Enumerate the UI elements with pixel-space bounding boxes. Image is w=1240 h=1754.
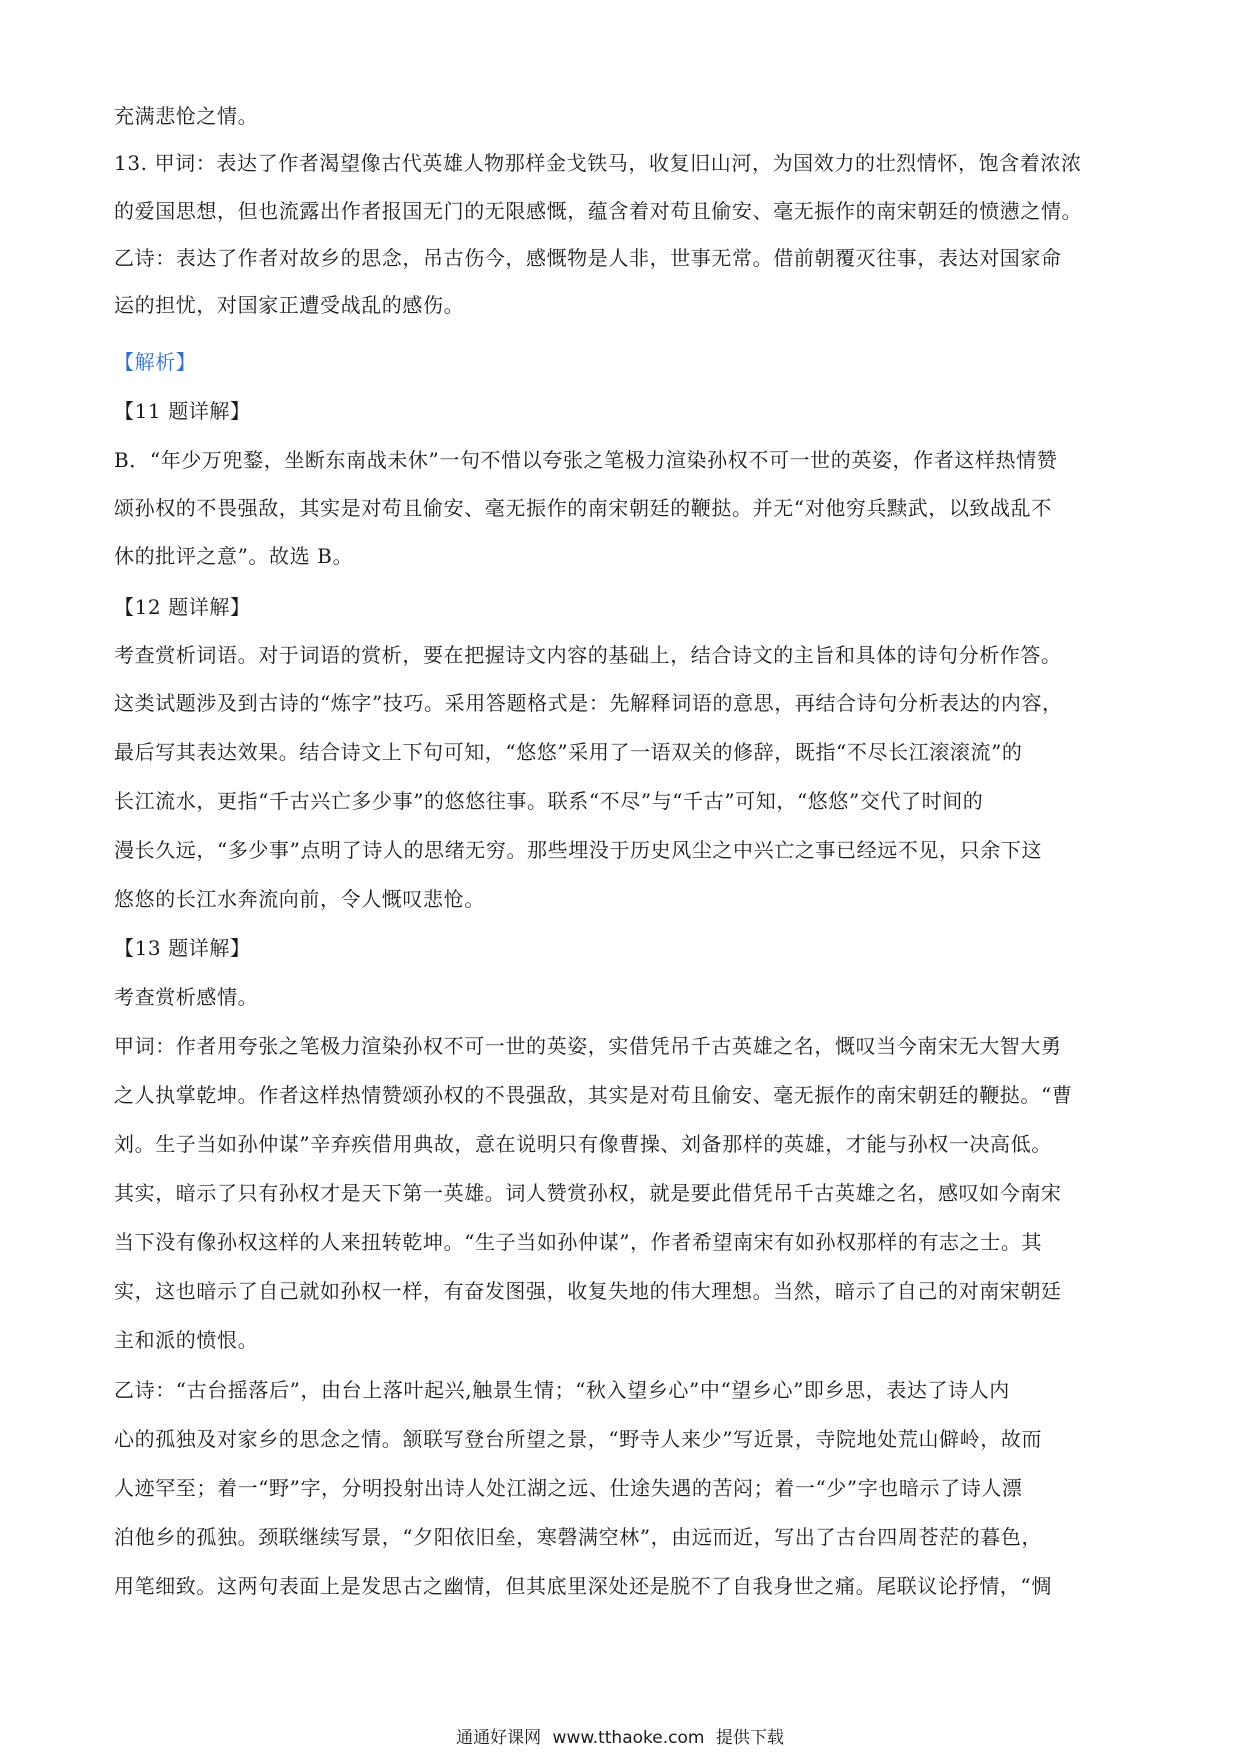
section-heading-q11: 【11 题详解】 — [114, 399, 251, 423]
paragraph-line: 最后写其表达效果。结合诗文上下句可知，“悠悠”采用了一语双关的修辞，既指“不尽长江滚滚流”的 — [114, 740, 1023, 764]
section-heading-q13: 【13 题详解】 — [114, 936, 251, 960]
paragraph-line: B．“年少万兜鍪，坐断东南战未休”一句不惜以夸张之笔极力渲染孙权不可一世的英姿，作者这样热情赞 — [114, 448, 1058, 472]
paragraph-line: 乙诗：“古台摇落后”，由台上落叶起兴,触景生情；“秋入望乡心”中“望乡心”即乡思，表达了诗人内 — [114, 1378, 1010, 1402]
answer-text-line: 乙诗：表达了作者对故乡的思念，吊古伤今，感慨物是人非，世事无常。借前朝覆灭往事，表达对国家命 — [114, 246, 1062, 270]
answer-text-line: 充满悲怆之情。 — [114, 104, 259, 128]
paragraph-line: 甲词：作者用夸张之笔极力渲染孙权不可一世的英姿，实借凭吊千古英雄之名，慨叹当今南宋无大智大勇 — [114, 1034, 1062, 1058]
section-heading-q12: 【12 题详解】 — [114, 595, 251, 619]
paragraph-line: 当下没有像孙权这样的人来扭转乾坤。“生子当如孙仲谋”，作者希望南宋有如孙权那样的有志之士。其 — [114, 1230, 1043, 1254]
paragraph-line: 其实，暗示了只有孙权才是天下第一英雄。词人赞赏孙权，就是要此借凭吊千古英雄之名，感叹如今南宋 — [114, 1181, 1062, 1205]
paragraph-line: 实，这也暗示了自己就如孙权一样，有奋发图强，收复失地的伟大理想。当然，暗示了自己的对南宋朝廷 — [114, 1279, 1062, 1303]
paragraph-line: 之人执掌乾坤。作者这样热情赞颂孙权的不畏强敌，其实是对苟且偷安、毫无振作的南宋朝廷的鞭挞。“曹 — [114, 1083, 1073, 1107]
answer-text-line: 的爱国思想，但也流露出作者报国无门的无限感慨，蕴含着对苟且偷安、毫无振作的南宋朝廷的愤懑之情。 — [114, 199, 1083, 223]
paragraph-line: 这类试题涉及到古诗的“炼字”技巧。采用答题格式是：先解释词语的意思，再结合诗句分析表达的内容， — [114, 691, 1063, 715]
paragraph-line: 考查赏析词语。对于词语的赏析，要在把握诗文内容的基础上，结合诗文的主旨和具体的诗句分析作答。 — [114, 643, 1062, 667]
paragraph-line: 长江流水，更指“千古兴亡多少事”的悠悠往事。联系“不尽”与“千古”可知，“悠悠”交代了时间的 — [114, 789, 984, 813]
answer-text-line: 13. 甲词：表达了作者渴望像古代英雄人物那样金戈铁马，收复旧山河，为国效力的壮烈情怀，饱含着浓浓 — [114, 151, 1082, 175]
paragraph-line: 用笔细致。这两句表面上是发思古之幽情，但其底里深处还是脱不了自我身世之痛。尾联议论抒情，“惆 — [114, 1574, 1052, 1598]
page-footer — [0, 1726, 1240, 1750]
paragraph-line: 刘。生子当如孙仲谋”辛弃疾借用典故，意在说明只有像曹操、刘备那样的英雄，才能与孙权一决高低。 — [114, 1132, 1052, 1156]
footer-url-link[interactable]: www.tthaoke.com — [552, 1728, 705, 1748]
analysis-label: 【解析】 — [114, 350, 197, 374]
paragraph-line: 泊他乡的孤独。颈联继续写景，“夕阳依旧垒，寒磬满空林”，由远而近，写出了古台四周苍茫的暮色， — [114, 1525, 1043, 1549]
footer-site-name: 通通好课网 — [456, 1728, 542, 1748]
footer-note: 提供下载 — [715, 1728, 784, 1748]
paragraph-line: 休的批评之意”。故选 B。 — [114, 544, 354, 568]
paragraph-line: 考查赏析感情。 — [114, 985, 259, 1009]
paragraph-line: 颂孙权的不畏强敌，其实是对苟且偷安、毫无振作的南宋朝廷的鞭挞。并无“对他穷兵黩武，以致战乱不 — [114, 496, 1052, 520]
paragraph-line: 人迹罕至；着一“野”字，分明投射出诗人处江湖之远、仕途失遇的苦闷；着一“少”字也暗示了诗人漂 — [114, 1476, 1023, 1500]
paragraph-line: 悠悠的长江水奔流向前，令人慨叹悲怆。 — [114, 887, 485, 911]
paragraph-line: 心的孤独及对家乡的思念之情。颔联写登台所望之景，“野寺人来少”写近景，寺院地处荒山僻岭，故而 — [114, 1427, 1043, 1451]
paragraph-line: 主和派的愤恨。 — [114, 1328, 259, 1352]
answer-text-line: 运的担忧，对国家正遭受战乱的感伤。 — [114, 293, 465, 317]
paragraph-line: 漫长久远，“多少事”点明了诗人的思绪无穷。那些埋没于历史风尘之中兴亡之事已经远不见，只余下这 — [114, 838, 1043, 862]
